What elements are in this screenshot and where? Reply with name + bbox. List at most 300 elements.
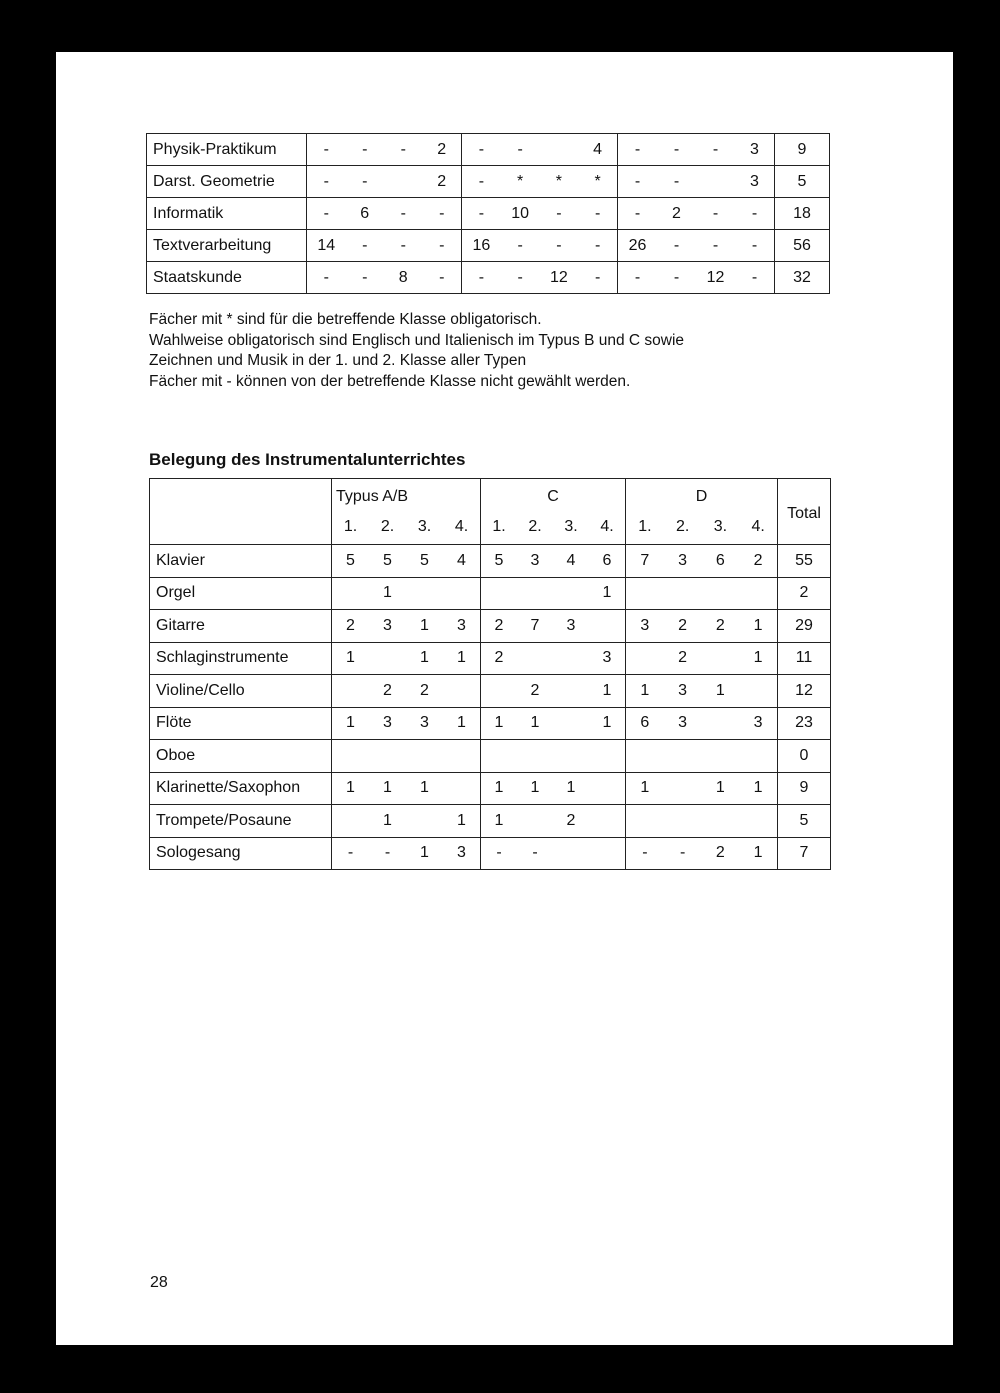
table-row (147, 230, 830, 262)
group-cell (618, 262, 775, 294)
cell-value: - (323, 268, 329, 286)
group-values (307, 135, 461, 165)
row-label: Informatik (147, 198, 307, 230)
cell-value: 4 (566, 551, 576, 569)
cell-value: - (594, 236, 601, 254)
note-line: Zeichnen und Musik in der 1. und 2. Klasse aller Typen (149, 352, 527, 369)
cell-value: 1 (566, 779, 576, 796)
row-label: Physik-Praktikum (147, 134, 307, 166)
cell-value (517, 806, 553, 837)
group-values (307, 263, 461, 293)
cell-value: 5 (383, 551, 392, 569)
group-values (618, 263, 774, 293)
cell-value (626, 643, 664, 674)
cell-value (332, 806, 369, 837)
row-label: Oboe (150, 740, 332, 773)
cell-value: 1 (715, 779, 725, 796)
cell-value (696, 167, 735, 197)
cell-value (553, 676, 589, 707)
table-row (147, 262, 830, 294)
cell-value: * (517, 172, 524, 190)
class-number: 1. (343, 517, 358, 535)
row-total: 5 (778, 805, 831, 838)
cell-value: 1 (753, 649, 763, 666)
cell-value: - (362, 140, 368, 158)
row-total: 55 (778, 545, 831, 578)
cell-value: 1 (530, 714, 540, 731)
footnotes (149, 310, 684, 392)
cell-value: - (594, 204, 601, 222)
cell-value: - (323, 204, 329, 222)
group-values (626, 838, 777, 869)
group-values (462, 263, 617, 293)
cell-value: 2 (678, 649, 688, 666)
group-header-cell (626, 479, 778, 545)
group-values (618, 231, 774, 261)
cell-value: 1 (602, 714, 612, 731)
cell-value: - (556, 236, 562, 254)
cell-value: 3 (640, 616, 650, 634)
group-cell (481, 675, 626, 708)
row-label: Textverarbeitung (147, 230, 307, 262)
table-row (150, 772, 831, 805)
row-total: 32 (775, 262, 830, 294)
cell-value: 3 (753, 714, 763, 731)
row-label: Klarinette/Saxophon (150, 772, 332, 805)
cell-value (739, 676, 777, 707)
instrument-table (149, 478, 831, 870)
cell-value: 3 (420, 714, 429, 731)
cell-value: 1 (640, 779, 650, 796)
cell-value: 1 (383, 779, 392, 796)
group-values (332, 578, 480, 609)
group-values (462, 231, 617, 261)
table-row (150, 675, 831, 708)
group-cell (462, 166, 618, 198)
group-values (307, 231, 461, 261)
cell-value: 1 (602, 681, 612, 699)
group-cell (481, 610, 626, 643)
row-label: Darst. Geometrie (147, 166, 307, 198)
cell-value: - (556, 204, 562, 222)
group-values (481, 773, 625, 804)
group-cell (618, 230, 775, 262)
cell-value: 1 (420, 616, 429, 634)
cell-value: 1 (346, 714, 355, 731)
cell-value: - (712, 236, 719, 254)
group-cell (332, 740, 481, 773)
class-number: 1. (638, 517, 652, 535)
cell-value (443, 773, 480, 804)
cell-value (384, 167, 423, 197)
group-cell (481, 545, 626, 578)
cell-value (589, 611, 625, 642)
cell-value: 2 (383, 681, 392, 699)
cell-value: - (679, 844, 686, 861)
class-number: 4. (751, 517, 765, 535)
group-cell (481, 772, 626, 805)
row-label: Orgel (150, 577, 332, 610)
row-total: 7 (778, 837, 831, 870)
cell-value: - (384, 844, 391, 861)
class-number: 2. (528, 517, 542, 535)
cell-value: 1 (530, 779, 540, 796)
cell-value: 6 (715, 551, 725, 569)
group-values (481, 578, 625, 609)
cell-value: 1 (457, 811, 466, 829)
cell-value: - (496, 844, 502, 861)
cell-value: 3 (530, 551, 540, 569)
cell-value: 1 (383, 811, 392, 829)
cell-value: 8 (398, 268, 408, 286)
cell-value: 1 (494, 779, 504, 796)
group-header-typus-ab: Typus A/B (336, 487, 409, 505)
group-values (618, 199, 774, 229)
cell-value (664, 773, 702, 804)
cell-value: - (594, 268, 601, 286)
table-row (150, 707, 831, 740)
group-header-cell (481, 479, 626, 545)
group-values (626, 676, 777, 707)
group-values (332, 806, 480, 837)
group-cell (332, 805, 481, 838)
table-row (150, 837, 831, 870)
cell-value: 1 (715, 681, 725, 699)
cell-value: - (478, 140, 485, 158)
cell-value: - (400, 140, 406, 158)
cell-value: 2 (437, 140, 447, 158)
group-values (462, 199, 617, 229)
group-cell (481, 837, 626, 870)
group-cell (332, 610, 481, 643)
cell-value: - (712, 140, 719, 158)
cell-value: * (555, 172, 562, 190)
cell-value: - (642, 844, 648, 861)
cell-value: - (478, 172, 485, 190)
note-line: Fächer mit - können von der betreffende Klasse nicht gewählt werden. (149, 372, 631, 390)
header-empty-cell (150, 479, 332, 545)
group-cell (462, 198, 618, 230)
cell-value: 26 (628, 236, 647, 254)
cell-value: 4 (457, 551, 466, 569)
group-values (618, 167, 774, 197)
section-heading: Belegung des Instrumentalunterrichtes (149, 450, 466, 469)
row-label: Gitarre (150, 610, 332, 643)
cell-value: 5 (494, 551, 504, 569)
note-line: Fächer mit * sind für die betreffende Klasse obligatorisch. (149, 311, 542, 328)
class-number: 1. (492, 517, 506, 535)
group-values (332, 708, 480, 739)
cell-value: 16 (472, 236, 491, 254)
cell-value: 1 (753, 844, 763, 861)
group-cell (481, 577, 626, 610)
cell-value: 2 (346, 616, 355, 634)
cell-value: 3 (678, 681, 688, 699)
cell-value: - (634, 204, 641, 222)
group-cell (626, 707, 778, 740)
cell-value: - (362, 236, 368, 254)
row-total: 23 (778, 707, 831, 740)
cell-value: 1 (420, 649, 429, 666)
cell-value (332, 676, 369, 707)
document-page (56, 52, 953, 1345)
group-cell (332, 577, 481, 610)
group-cell (626, 642, 778, 675)
group-cell (626, 610, 778, 643)
cell-value: - (673, 140, 680, 158)
cell-value: 1 (640, 681, 650, 699)
class-numbers (332, 512, 480, 542)
group-values (481, 708, 625, 739)
group-cell (332, 545, 481, 578)
group-header-cell (332, 479, 481, 545)
cell-value: - (478, 204, 485, 222)
row-total: 29 (778, 610, 831, 643)
cell-value: 2 (715, 844, 725, 861)
group-values (307, 167, 461, 197)
cell-value: 1 (420, 844, 429, 861)
cell-value (443, 676, 480, 707)
instrument-header-row (150, 479, 831, 545)
cell-value: 6 (640, 714, 650, 731)
cell-value: - (634, 172, 641, 190)
table-row (147, 134, 830, 166)
group-cell (618, 198, 775, 230)
cell-value: 1 (346, 649, 355, 666)
class-number: 3. (564, 517, 578, 535)
row-label: Trompete/Posaune (150, 805, 332, 838)
cell-value: 10 (511, 204, 530, 222)
group-values (481, 611, 625, 642)
cell-value: 3 (750, 140, 759, 158)
cell-value: - (362, 268, 368, 286)
cell-value: 7 (640, 551, 650, 569)
group-cell (332, 837, 481, 870)
group-values (307, 199, 461, 229)
cell-value: 3 (566, 616, 576, 634)
group-cell (307, 166, 462, 198)
group-cell (332, 707, 481, 740)
subjects-table (146, 133, 830, 294)
cell-value: - (323, 140, 329, 158)
row-total: 9 (778, 772, 831, 805)
group-cell (307, 134, 462, 166)
cell-value: 3 (383, 714, 392, 731)
group-cell (481, 707, 626, 740)
cell-value: - (634, 140, 641, 158)
cell-value: 2 (420, 681, 429, 699)
group-values (332, 838, 480, 869)
table-row (150, 577, 831, 610)
total-header: Total (778, 479, 831, 545)
cell-value: 2 (530, 681, 540, 699)
group-values (626, 708, 777, 739)
class-number: 3. (417, 517, 432, 535)
cell-value: 3 (750, 172, 759, 190)
group-cell (618, 134, 775, 166)
cell-value: - (751, 204, 758, 222)
cell-value: 2 (672, 204, 681, 222)
cell-value: - (347, 844, 354, 861)
cell-value (702, 643, 740, 674)
cell-value: * (594, 172, 601, 190)
table-row (150, 642, 831, 675)
group-cell (307, 262, 462, 294)
class-number: 2. (380, 517, 395, 535)
cell-value: - (751, 268, 758, 286)
cell-value (702, 708, 740, 739)
group-cell (307, 230, 462, 262)
cell-value: 6 (602, 551, 612, 569)
cell-value: - (673, 236, 680, 254)
cell-value (406, 806, 443, 837)
cell-value: 2 (494, 616, 504, 634)
cell-value (332, 578, 369, 609)
cell-value (553, 578, 589, 609)
cell-value: 1 (494, 714, 504, 731)
cell-value: 1 (346, 779, 355, 796)
table-row (150, 610, 831, 643)
cell-value: 14 (317, 236, 336, 254)
group-values (481, 676, 625, 707)
row-total: 9 (775, 134, 830, 166)
cell-value: - (323, 172, 329, 190)
page-number: 28 (150, 1274, 168, 1291)
group-cell (481, 642, 626, 675)
group-values (332, 546, 480, 577)
cell-value: 1 (420, 779, 429, 796)
cell-value: - (673, 268, 680, 286)
group-cell (332, 772, 481, 805)
cell-value: 5 (420, 551, 429, 569)
row-total: 0 (778, 740, 831, 773)
cell-value (517, 578, 553, 609)
cell-value: 3 (457, 844, 466, 861)
row-total: 2 (778, 577, 831, 610)
cell-value: - (517, 140, 523, 158)
cell-value: 4 (593, 140, 603, 158)
group-cell (462, 230, 618, 262)
group-values (332, 611, 480, 642)
instrument-table-body (150, 545, 831, 870)
class-numbers (481, 512, 625, 542)
group-cell (618, 166, 775, 198)
group-cell (626, 545, 778, 578)
cell-value: 3 (602, 649, 612, 666)
group-values (481, 838, 625, 869)
group-cell (332, 642, 481, 675)
group-cell (332, 675, 481, 708)
cell-value: 7 (530, 616, 540, 634)
subjects-table-body (147, 134, 830, 294)
table-row (150, 545, 831, 578)
cell-value: 2 (494, 649, 504, 666)
group-cell (626, 740, 778, 773)
cell-value: - (439, 236, 445, 254)
cell-value (540, 135, 579, 165)
cell-value: - (400, 236, 406, 254)
class-numbers (626, 512, 777, 542)
table-row (147, 166, 830, 198)
cell-value (406, 578, 443, 609)
row-total: 12 (778, 675, 831, 708)
group-cell (481, 805, 626, 838)
cell-value: 2 (566, 811, 576, 829)
cell-value: 12 (706, 268, 725, 286)
class-number: 3. (713, 517, 728, 535)
group-header-c: C (547, 487, 559, 505)
group-cell (626, 577, 778, 610)
group-cell (307, 198, 462, 230)
row-label: Klavier (150, 545, 332, 578)
cell-value (369, 643, 406, 674)
group-values (481, 546, 625, 577)
group-cell (626, 805, 778, 838)
cell-value: 3 (678, 714, 688, 731)
cell-value: - (712, 204, 719, 222)
row-label: Staatskunde (147, 262, 307, 294)
cell-value (481, 676, 517, 707)
group-cell (626, 772, 778, 805)
row-total: 5 (775, 166, 830, 198)
cell-value: - (673, 172, 680, 190)
row-total: 11 (778, 642, 831, 675)
cell-value (517, 643, 553, 674)
cell-value: 1 (602, 584, 612, 601)
cell-value: 1 (383, 584, 392, 601)
group-values (618, 135, 774, 165)
cell-value (589, 838, 625, 869)
cell-value: 2 (437, 172, 447, 190)
cell-value: - (517, 236, 523, 254)
group-values (481, 806, 625, 837)
cell-value: 3 (678, 551, 688, 569)
cell-value: 2 (715, 616, 725, 634)
group-header-d: D (695, 487, 708, 505)
group-values (332, 773, 480, 804)
row-label: Sologesang (150, 837, 332, 870)
group-values (626, 773, 777, 804)
cell-value: 6 (360, 204, 370, 222)
cell-value: 12 (549, 268, 568, 286)
cell-value: 1 (457, 649, 466, 666)
class-number: 4. (600, 517, 614, 535)
table-row (150, 805, 831, 838)
row-label: Schlaginstrumente (150, 642, 332, 675)
cell-value: - (400, 204, 406, 222)
cell-value: 5 (346, 551, 355, 569)
group-values (332, 676, 480, 707)
cell-value (481, 578, 517, 609)
group-values (462, 135, 617, 165)
row-total: 18 (775, 198, 830, 230)
table-row (147, 198, 830, 230)
cell-value: 1 (457, 714, 466, 731)
row-total: 56 (775, 230, 830, 262)
row-label: Violine/Cello (150, 675, 332, 708)
cell-value: - (478, 268, 485, 286)
cell-value (553, 708, 589, 739)
cell-value: - (517, 268, 523, 286)
cell-value: - (751, 236, 758, 254)
cell-value: 2 (678, 616, 688, 634)
group-values (481, 643, 625, 674)
cell-value: 2 (753, 551, 763, 569)
cell-value (589, 806, 625, 837)
class-number: 4. (454, 517, 469, 535)
cell-value: 3 (383, 616, 392, 634)
cell-value (589, 773, 625, 804)
